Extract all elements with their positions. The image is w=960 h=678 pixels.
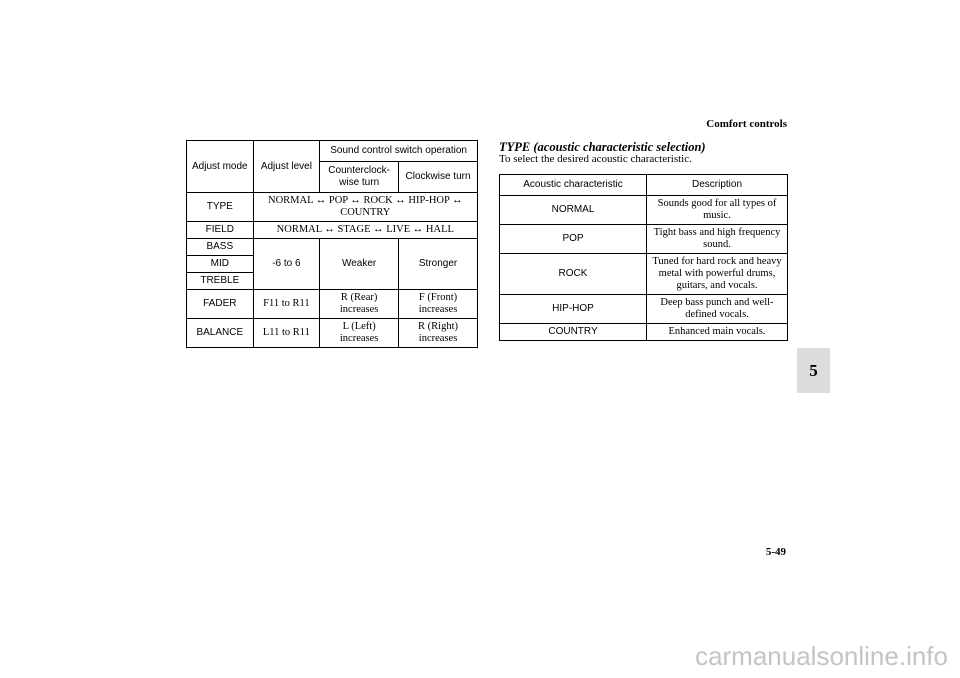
mode-cell: MID bbox=[187, 256, 254, 273]
cw-cell: F (Front) increases bbox=[399, 290, 478, 319]
acoustic-characteristic-table bbox=[499, 174, 788, 341]
table-row bbox=[500, 295, 788, 324]
description-cell: Enhanced main vocals. bbox=[647, 324, 788, 341]
table-row bbox=[187, 290, 478, 319]
characteristic-cell: NORMAL bbox=[500, 196, 647, 225]
table-header-row bbox=[500, 175, 788, 196]
section-title: TYPE (acoustic characteristic selection) bbox=[499, 140, 706, 154]
table-row bbox=[187, 222, 478, 239]
level-cell: NORMAL ↔ POP ↔ ROCK ↔ HIP-HOP ↔ COUNTRY bbox=[253, 193, 477, 222]
description-cell: Deep bass punch and well-defined vocals. bbox=[647, 295, 788, 324]
column-header-clockwise: Clockwise turn bbox=[399, 162, 478, 193]
description-cell: Tight bass and high frequency sound. bbox=[647, 225, 788, 254]
mode-cell: BALANCE bbox=[187, 319, 254, 348]
level-cell: NORMAL ↔ STAGE ↔ LIVE ↔ HALL bbox=[253, 222, 477, 239]
mode-cell: FIELD bbox=[187, 222, 254, 239]
chapter-tab: 5 bbox=[797, 348, 830, 393]
mode-cell: TYPE bbox=[187, 193, 254, 222]
column-header-characteristic: Acoustic characteristic bbox=[500, 175, 647, 196]
column-header-counterclockwise: Counterclock-wise turn bbox=[320, 162, 399, 193]
ccw-cell: Weaker bbox=[320, 239, 399, 290]
characteristic-cell: POP bbox=[500, 225, 647, 254]
level-cell: -6 to 6 bbox=[253, 239, 320, 290]
mode-cell: BASS bbox=[187, 239, 254, 256]
ccw-cell: R (Rear) increases bbox=[320, 290, 399, 319]
section-description: To select the desired acoustic characteristic. bbox=[499, 153, 692, 165]
table-row bbox=[187, 193, 478, 222]
adjust-mode-table bbox=[186, 140, 478, 348]
table-row bbox=[187, 319, 478, 348]
watermark: carmanualsonline.info bbox=[695, 641, 948, 671]
table-row bbox=[500, 254, 788, 295]
mode-cell: TREBLE bbox=[187, 273, 254, 290]
column-header-adjust-level: Adjust level bbox=[253, 141, 320, 193]
description-cell: Tuned for hard rock and heavy metal with powerful drums, guitars, and vocals. bbox=[647, 254, 788, 295]
running-header: Comfort controls bbox=[706, 118, 787, 130]
column-header-switch-operation: Sound control switch operation bbox=[320, 141, 478, 162]
table-header-row bbox=[187, 141, 478, 162]
level-cell: L11 to R11 bbox=[253, 319, 320, 348]
column-header-adjust-mode: Adjust mode bbox=[187, 141, 254, 193]
table-row bbox=[187, 239, 478, 256]
cw-cell: Stronger bbox=[399, 239, 478, 290]
column-header-description: Description bbox=[647, 175, 788, 196]
level-cell: F11 to R11 bbox=[253, 290, 320, 319]
cw-cell: R (Right) increases bbox=[399, 319, 478, 348]
table-row bbox=[500, 196, 788, 225]
mode-cell: FADER bbox=[187, 290, 254, 319]
table-row bbox=[500, 225, 788, 254]
ccw-cell: L (Left) increases bbox=[320, 319, 399, 348]
description-cell: Sounds good for all types of music. bbox=[647, 196, 788, 225]
page-number: 5-49 bbox=[765, 546, 786, 558]
characteristic-cell: ROCK bbox=[500, 254, 647, 295]
characteristic-cell: HIP-HOP bbox=[500, 295, 647, 324]
characteristic-cell: COUNTRY bbox=[500, 324, 647, 341]
table-row bbox=[500, 324, 788, 341]
